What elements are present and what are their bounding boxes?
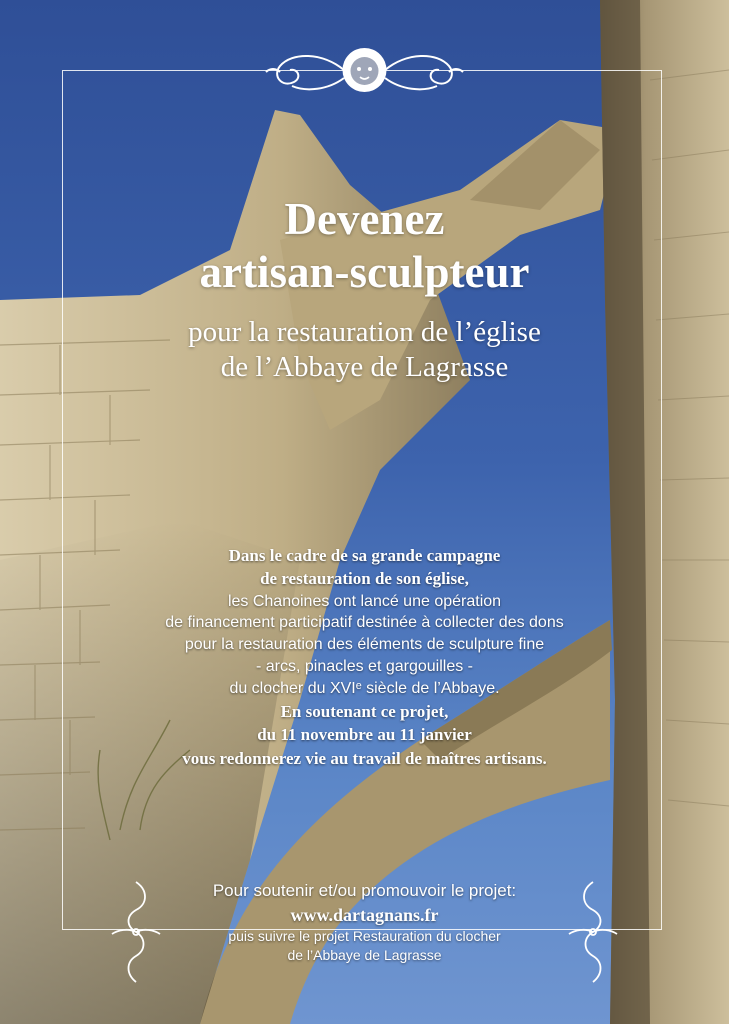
headline [0,193,729,299]
subheading-line-2: de l’Abbaye de Lagrasse [220,350,509,383]
support-lead: Pour soutenir et/ou promouvoir le projet: [212,881,517,900]
website-link[interactable]: www.dartagnans.fr [290,904,439,925]
follow-line-2: de l’Abbaye de Lagrasse [287,947,442,964]
body-line: En soutenant ce projet, [280,702,449,722]
headline-line-1: Devenez [284,194,445,244]
body-line: - arcs, pinacles et gargouilles - [256,658,473,676]
body-line: de financement participatif destinée à collecter des dons [165,614,564,632]
body-line: de restauration de son église, [260,569,469,589]
subheading [0,315,729,385]
campaign-description [0,544,729,770]
subheading-line-1: pour la restauration de l’église [188,316,541,348]
body-line: du clocher du XVIᵉ siècle de l’Abbaye. [229,680,500,698]
headline-line-2: artisan-sculpteur [199,247,530,298]
body-line: Dans le cadre de sa grande campagne [228,546,501,565]
cherub-scroll-ornament-icon [262,38,467,102]
body-line: pour la restauration des éléments de sculpture fine [184,636,545,654]
body-line: les Chanoines ont lancé une opération [227,592,502,610]
body-line: du 11 novembre au 11 janvier [257,725,472,745]
filigree-ornament-icon [108,878,164,986]
follow-line-1: puis suivre le projet Restauration du clocher [228,928,501,945]
body-line: vous redonnerez vie au travail de maîtres artisans. [182,748,547,768]
filigree-ornament-icon [565,878,621,986]
